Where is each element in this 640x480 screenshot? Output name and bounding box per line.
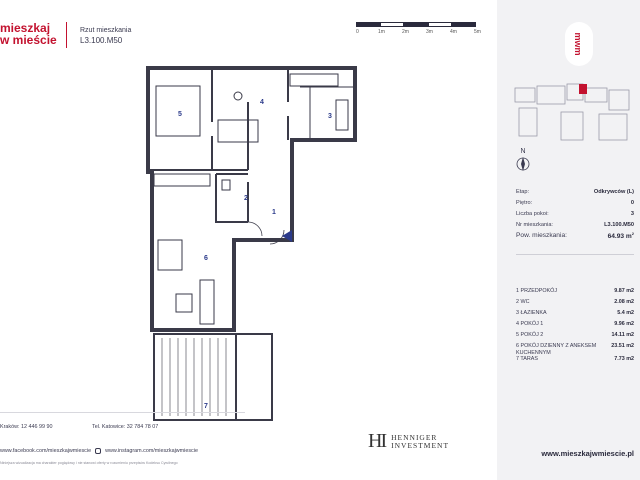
phone-katowice: Tel. Katowice: 32 784 78 07: [92, 424, 159, 430]
bathtub: [290, 74, 338, 86]
room-list: [516, 288, 634, 367]
room-row: [516, 310, 634, 321]
room-name: 6 POKÓJ DZIENNY Z ANEKSEM KUCHENNYM: [516, 343, 597, 356]
fineprint: Niniejsza wizualizacja ma charakter poglądowy i nie stanowi oferty w rozumieniu przepisów Kodeksu Cywilnego: [0, 461, 178, 465]
scale-segment: [356, 22, 380, 27]
room-area-value: 9.96 m: [614, 321, 631, 327]
info-row-powierzchnia: [516, 230, 634, 241]
room-name: 4 POKÓJ 1: [516, 321, 544, 327]
scale-tick: 0: [356, 29, 359, 35]
coffee-table: [176, 294, 192, 312]
henniger-logo: [368, 430, 449, 453]
area-unit-sup: 2: [631, 230, 634, 236]
room-name: 7 TARAS: [516, 356, 538, 362]
title-divider: [66, 22, 67, 48]
scale-tick: 2m: [402, 29, 409, 35]
terrace: [154, 334, 272, 420]
henniger-name: HENNIGER: [391, 432, 438, 442]
room-area-sup: 2: [631, 321, 634, 327]
kitchen-counter: [154, 174, 210, 186]
chair: [234, 92, 242, 100]
instagram-icon: [95, 448, 101, 454]
dining-table: [158, 240, 182, 270]
current-unit-marker: [579, 84, 587, 94]
room-area-sup: 2: [631, 288, 634, 294]
outer-wall: [148, 68, 355, 330]
room-area: [614, 356, 634, 362]
info-row-liczba-pokoi: [516, 208, 634, 219]
room-number-2: 2: [244, 195, 248, 202]
info-value: L3.100.M50: [604, 221, 634, 228]
phone-krakow: Kraków: 12 446 99 90: [0, 424, 53, 430]
info-row-etap: [516, 186, 634, 197]
info-value: 3: [630, 210, 634, 217]
info-row-pietro: [516, 197, 634, 208]
brand-logo: [0, 22, 57, 46]
room-area-value: 7.73 m: [614, 356, 631, 362]
room-number-6: 6: [204, 255, 208, 262]
scale-segment: [380, 22, 404, 27]
room-area-sup: 2: [631, 310, 634, 316]
scale-tick: 5m: [474, 29, 481, 35]
henniger-wordmark: [391, 434, 449, 450]
scale-tick: 1m: [378, 29, 385, 35]
room-area-value: 23.51 m: [611, 343, 631, 349]
room-number-5: 5: [178, 111, 182, 118]
info-label: Pow. mieszkania:: [516, 232, 567, 239]
scale-segment: [404, 22, 428, 27]
room-area-sup: 2: [631, 343, 634, 349]
doc-title: Rzut mieszkania: [80, 27, 132, 34]
info-label: Liczba pokoi:: [516, 210, 549, 217]
facebook-link[interactable]: www.facebook.com/mieszkajwmiescie: [0, 448, 92, 454]
room-row: [516, 321, 634, 332]
scale-segment: [452, 22, 476, 27]
room-area-sup: 2: [631, 332, 634, 338]
info-divider: [516, 254, 634, 255]
washbasin: [336, 100, 348, 130]
room-area-value: 9.87 m: [614, 288, 631, 294]
room-name: 3 ŁAZIENKA: [516, 310, 547, 316]
website-link[interactable]: www.mieszkajwmiescie.pl: [541, 449, 634, 458]
scale-segment: [428, 22, 452, 27]
henniger-subname: INVESTMENT: [391, 440, 450, 450]
room-row: [516, 343, 634, 356]
brand-line-2: w mieście: [0, 33, 57, 47]
room-name: 5 POKÓJ 2: [516, 332, 544, 338]
room-number-7: 7: [204, 403, 208, 410]
room-area: [611, 343, 634, 349]
room-area: [617, 310, 634, 316]
room-row: [516, 332, 634, 343]
toilet: [222, 180, 230, 190]
henniger-monogram: HI: [368, 430, 386, 452]
room-name: 1 PRZEDPOKÓJ: [516, 288, 558, 294]
info-label: Piętro:: [516, 199, 533, 206]
room-area: [614, 288, 634, 294]
sofa: [200, 280, 214, 324]
unit-code: L3.100.M50: [80, 36, 123, 45]
badge-text: mwm: [573, 32, 583, 56]
compass-icon: [512, 145, 534, 175]
floor-plan-drawing: [140, 62, 365, 437]
room-number-4: 4: [260, 99, 264, 106]
room-name: 2 WC: [516, 299, 530, 305]
scale-tick: 3m: [426, 29, 433, 35]
room-area-value: 14.11 m: [611, 332, 631, 338]
room-number-3: 3: [328, 113, 332, 120]
info-label: Nr mieszkania:: [516, 221, 553, 228]
room-number-1: 1: [272, 209, 276, 216]
brand-line-1: mieszkaj: [0, 21, 51, 35]
room-area-sup: 2: [631, 356, 634, 362]
door-swing: [248, 222, 262, 236]
info-value: [608, 231, 634, 240]
unit-info: [516, 186, 634, 241]
room-row: [516, 356, 634, 367]
mwm-badge-icon: [565, 22, 593, 66]
room-row: [516, 288, 634, 299]
room-area-sup: 2: [631, 299, 634, 305]
footer-divider: [0, 412, 245, 413]
area-total: 64.93 m: [607, 233, 632, 241]
info-value: 0: [630, 199, 634, 206]
instagram-link[interactable]: www.instagram.com/mieszkajwmiescie: [105, 448, 198, 454]
info-value: Odkrywców (L): [593, 188, 634, 195]
room-area-value: 2.08 m: [614, 299, 631, 305]
desk: [218, 120, 258, 142]
social-links: [0, 448, 198, 454]
room-row: [516, 299, 634, 310]
room-area: [614, 321, 634, 327]
scale-bar: [356, 22, 482, 36]
room-area: [612, 332, 634, 338]
compass-label: N: [520, 148, 526, 155]
scale-tick: 4m: [450, 29, 457, 35]
info-row-nr-mieszkania: [516, 219, 634, 230]
info-label: Etap:: [516, 188, 530, 195]
room-area: [614, 299, 634, 305]
room-area-value: 5.4 m: [617, 310, 631, 316]
title-block: [80, 26, 131, 46]
